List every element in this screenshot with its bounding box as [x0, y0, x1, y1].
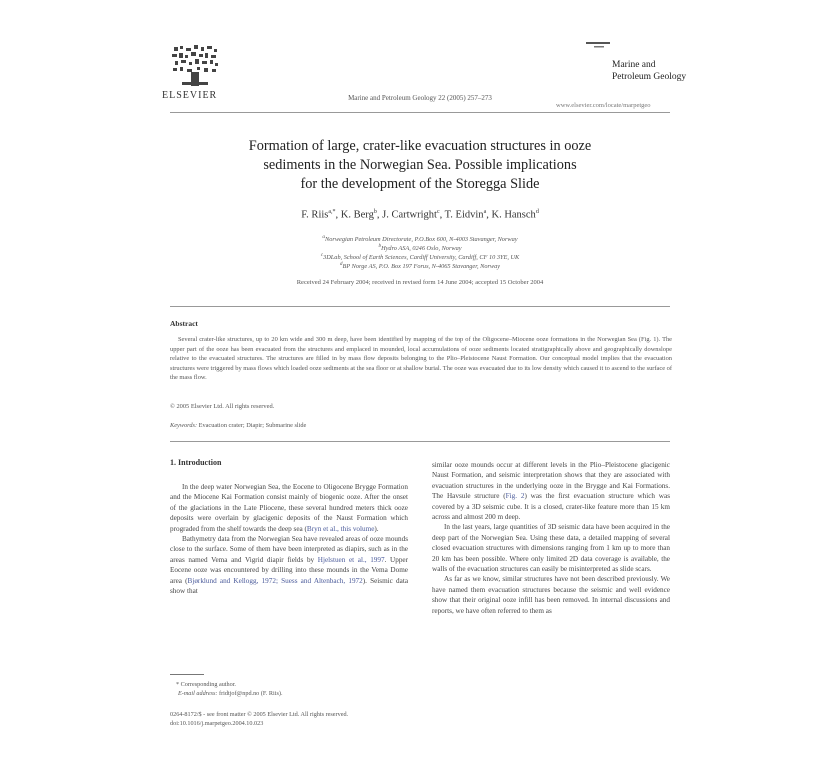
affiliation	[0, 261, 840, 270]
publisher-logo-text: ELSEVIER	[162, 90, 218, 101]
footnote-rule	[170, 674, 204, 675]
intro-paragraph-4: In the last years, large quantities of 3D seismic data have been acquired in the deep part of the Norwegian Sea. Using these data, a detailed mapping of several closed evacuation structures with dimensions ranging from 1 km up to more than 20 km has been possible. Where only limited 2D data coverage is available, the walls of the evacuation structures can easily be misinterpreted as slide scars.	[432, 523, 670, 574]
affiliation-sup: c	[320, 252, 324, 258]
citation-link[interactable]: Bjørklund and Kellogg, 1972; Suess and Altenbach, 1972	[187, 576, 363, 585]
intro-paragraph-3: similar ooze mounds occur at different levels in the Plio–Pleistocene glacigenic Naust Formation, and seismic interpretation shows that they are associated with evacuation structures in the underlying ooze in the Brygge and Kai Formations. The Havsule structure (Fig. 2) was the first evacuation structure which was covered by a 3D seismic cube. It is a closed, crater-like feature more than 15 km across and almost 200 m deep.	[432, 461, 670, 522]
doi-line[interactable]: doi:10.1016/j.marpetgeo.2004.10.023	[170, 720, 264, 727]
abstract-top-rule	[170, 306, 670, 307]
affiliation-sup: a	[322, 234, 326, 240]
journal-name-line-1: Marine and	[612, 60, 656, 70]
author-name: J. Cartwright	[382, 209, 437, 221]
intro-paragraph-1: In the deep water Norwegian Sea, the Eocene to Oligocene Brygge Formation and the Miocene Kai Formation consist mainly of biogenic ooze. After the onset of the glaciations in the Late Pliocene, these several hundred meters thick ooze deposits were overlain by glacigenic deposits of the Naust Formation which prograded from the shelf towards the deep sea (Bryn et al., this volume).	[170, 483, 408, 533]
journal-url-link[interactable]: www.elsevier.com/locate/marpetgeo	[556, 102, 651, 109]
title-line-2: sediments in the Norwegian Sea. Possible implications	[263, 157, 577, 173]
abstract-text: Several crater-like structures, up to 20 km wide and 300 m deep, have been identified by mapping of the top of the Oligocene–Miocene ooze formations in the Norwegian Sea (Fig. 1). The upper part of the ooze has been evacuated from the structures and emplaced in mounded, local accumulations of ooze sediments located stratigraphically above and geographically downslope relative to the evacuated structures. The structures are filled in by mass flow deposits belonging to the Plio–Pleistocene Naust Formation. Our conceptual model implies that the evacuation structures were triggered by mass flows which loaded ooze sediments at the sea floor or at shallow burial. The ooze was evacuated due to its low density which caused it to ascend to the surface of the mass flow.	[170, 336, 672, 382]
corresponding-author-note: * Corresponding author.	[176, 681, 236, 688]
journal-name-line-2: Petroleum Geology	[612, 72, 687, 82]
keywords-line	[170, 422, 306, 429]
affiliation-sup: d	[339, 261, 343, 267]
email-note	[170, 689, 418, 698]
received-dates: Received 24 February 2004; received in revised form 14 June 2004; accepted 15 October 2004	[296, 279, 544, 286]
title-line-3: for the development of the Storegga Slide	[300, 176, 540, 192]
author-sup: c	[436, 209, 440, 215]
affiliation-text: Norwegian Petroleum Directorate, P.O.Box 600, N-4003 Stavanger, Norway	[325, 236, 518, 244]
section-heading-introduction: 1. Introduction	[170, 458, 222, 467]
issn-line: 0264-8172/$ - see front matter © 2005 Elsevier Ltd. All rights reserved.	[170, 711, 349, 718]
article-title	[160, 137, 680, 194]
author-list: F. Riis$^{a,*}$, K. Berg$^b$, J. Cartwright$^c$, T. Eidvin$^a$, K. Hansch$^d$	[301, 209, 539, 221]
affiliation	[0, 243, 840, 252]
abstract-bottom-rule	[170, 441, 670, 442]
affiliation-text: 3DLab, School of Earth Sciences, Cardiff University, Cardiff, CF 10 3YE, UK	[323, 254, 520, 262]
author-sup: b	[373, 209, 377, 215]
citation-link[interactable]: Hjelstuen et al., 1997	[317, 555, 385, 564]
left-column	[170, 482, 408, 596]
author-sup: d	[535, 209, 539, 215]
journal-name	[612, 59, 692, 83]
author-sup: a	[483, 209, 487, 215]
journal-citation: Marine and Petroleum Geology 22 (2005) 257–273	[348, 94, 492, 102]
keywords-label: Keywords:	[170, 422, 198, 429]
intro-paragraph-5: As far as we know, similar structures have not been described previously. We have named them evacuation structures because the seismic and well evidence show that their original ooze infill has been removed. In internal discussions and reports, we have often referred to them as	[432, 575, 670, 615]
affiliation-sup: b	[378, 243, 382, 249]
affiliation-text: BP Norge AS, P.O. Box 197 Forus, N-4065 Stavanger, Norway	[342, 263, 501, 271]
author-name: K. Hansch	[491, 209, 536, 221]
author-name: F. Riis	[301, 209, 329, 221]
abstract-heading: Abstract	[170, 319, 198, 328]
right-column	[432, 460, 670, 616]
citation-link[interactable]: Bryn et al., this volume	[306, 524, 375, 533]
email-address[interactable]: fridtjof@npd.no (F. Riis).	[219, 690, 283, 697]
author-name: T. Eidvin	[444, 209, 484, 221]
email-label: E-mail address:	[178, 690, 218, 697]
figure-link[interactable]: Fig. 2	[505, 492, 525, 501]
affiliation	[0, 234, 840, 243]
elsevier-tree-logo	[170, 44, 220, 88]
author-name: K. Berg	[340, 209, 374, 221]
affiliation-text: Hydro ASA, 0246 Oslo, Norway	[381, 245, 462, 253]
intro-paragraph-2: Bathymetry data from the Norwegian Sea have revealed areas of ooze mounds close to the surface. Some of them have been interpreted as diapirs, such as in the areas named Vema and Vigrid diapir fields by Hjelstuen et al., 1997. Upper Eocene ooze was encountered by drilling into these mounds in the Vema Dome area (Bjørklund and Kellogg, 1972; Suess and Altenbach, 1972). Seismic data show that	[170, 535, 409, 596]
author-sup: a,*	[328, 209, 336, 215]
affiliation	[0, 252, 840, 261]
abstract-copyright: © 2005 Elsevier Ltd. All rights reserved.	[170, 403, 275, 410]
keywords-text: Evacuation crater; Diapir; Submarine slide	[198, 422, 307, 429]
title-line-1: Formation of large, crater-like evacuation structures in ooze	[248, 138, 592, 154]
header-rule	[170, 112, 670, 113]
journal-logo-mark	[586, 42, 610, 54]
